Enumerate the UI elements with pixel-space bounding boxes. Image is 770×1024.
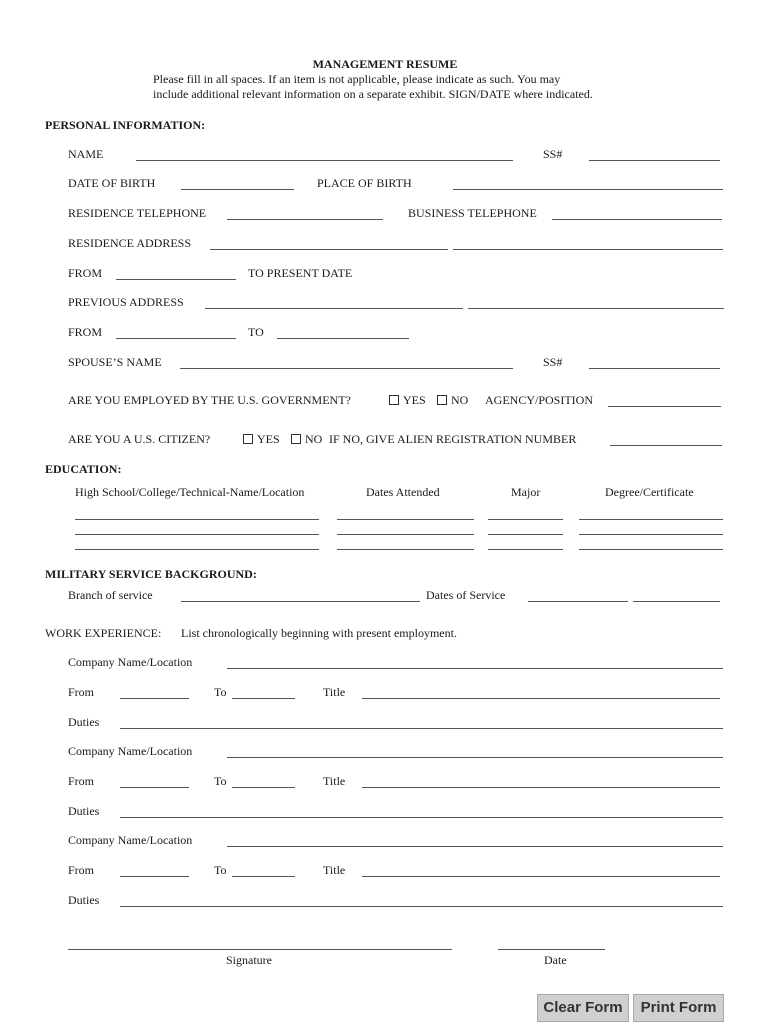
prev-addr-field-1[interactable] (205, 294, 463, 307)
company-label: Company Name/Location (68, 833, 193, 847)
duties-line (120, 906, 723, 907)
job-title-field[interactable] (362, 773, 720, 786)
res-from-field[interactable] (116, 265, 236, 278)
job-to-line (232, 698, 295, 699)
company-line (227, 668, 723, 669)
citizen-question: ARE YOU A U.S. CITIZEN? (68, 432, 211, 446)
branch-line (181, 601, 420, 602)
res-from-label: FROM (68, 266, 103, 280)
service-from-field[interactable] (528, 587, 628, 600)
agency-line (608, 406, 721, 407)
duties-line (120, 817, 723, 818)
res-addr-field-2[interactable] (453, 235, 723, 248)
edu-col-dates: Dates Attended (366, 485, 440, 499)
edu-major-field[interactable] (488, 505, 563, 518)
gov-yes-checkbox[interactable] (389, 395, 399, 405)
company-field[interactable] (227, 743, 723, 756)
job-from-line (120, 698, 189, 699)
edu-dates-field[interactable] (337, 505, 474, 518)
edu-major-field[interactable] (488, 535, 563, 548)
edu-col-major: Major (511, 485, 541, 499)
agency-label: AGENCY/POSITION (485, 393, 593, 407)
citizen-yes-label: YES (257, 432, 280, 446)
prev-to-field[interactable] (277, 324, 409, 337)
spouse-label: SPOUSE’S NAME (68, 355, 162, 369)
prev-from-line (116, 338, 236, 339)
duties-field[interactable] (120, 803, 723, 816)
res-tel-line (227, 219, 383, 220)
job-title-label: Title (323, 774, 346, 788)
page-title: MANAGEMENT RESUME (312, 57, 458, 71)
work-heading: WORK EXPERIENCE: (45, 626, 162, 640)
to-present-label: TO PRESENT DATE (248, 266, 353, 280)
job-to-field[interactable] (232, 773, 295, 786)
job-from-label: From (68, 863, 95, 877)
edu-line (579, 549, 723, 550)
spouse-ss-line (589, 368, 720, 369)
prev-addr-label: PREVIOUS ADDRESS (68, 295, 184, 309)
citizen-no-label: NO (305, 432, 323, 446)
job-title-label: Title (323, 685, 346, 699)
job-from-line (120, 787, 189, 788)
spouse-field[interactable] (180, 354, 513, 367)
pob-field[interactable] (453, 175, 723, 188)
work-instruction: List chronologically beginning with present employment. (181, 626, 457, 640)
edu-col-degree: Degree/Certificate (605, 485, 694, 499)
edu-line (488, 549, 563, 550)
gov-no-option[interactable] (437, 393, 468, 407)
duties-field[interactable] (120, 892, 723, 905)
prev-from-label: FROM (68, 325, 103, 339)
job-to-label: To (214, 685, 227, 699)
date-field[interactable] (498, 935, 605, 948)
pob-line (453, 189, 723, 190)
ss-label: SS# (543, 147, 563, 161)
instructions-line-1: Please fill in all spaces. If an item is not applicable, please indicate as such. You may (153, 72, 561, 86)
gov-question: ARE YOU EMPLOYED BY THE U.S. GOVERNMENT? (68, 393, 351, 407)
service-to-line (633, 601, 720, 602)
ss-field[interactable] (589, 146, 720, 159)
job-to-field[interactable] (232, 862, 295, 875)
job-title-field[interactable] (362, 862, 720, 875)
duties-label: Duties (68, 804, 100, 818)
res-addr-line-1 (210, 249, 448, 250)
dob-line (181, 189, 294, 190)
date-line (498, 949, 605, 950)
duties-label: Duties (68, 715, 100, 729)
signature-field[interactable] (68, 935, 452, 948)
spouse-ss-label: SS# (543, 355, 563, 369)
citizen-yes-checkbox[interactable] (243, 434, 253, 444)
service-dates-label: Dates of Service (426, 588, 506, 602)
duties-field[interactable] (120, 714, 723, 727)
prev-from-field[interactable] (116, 324, 236, 337)
res-tel-label: RESIDENCE TELEPHONE (68, 206, 207, 220)
job-to-label: To (214, 774, 227, 788)
signature-line (68, 949, 452, 950)
date-label: Date (544, 953, 567, 967)
prev-to-label: TO (248, 325, 264, 339)
job-title-line (362, 698, 720, 699)
edu-col-school: High School/College/Technical-Name/Location (75, 485, 305, 499)
job-title-label: Title (323, 863, 346, 877)
military-heading: MILITARY SERVICE BACKGROUND: (45, 567, 257, 581)
res-from-line (116, 279, 236, 280)
job-from-line (120, 876, 189, 877)
edu-degree-field[interactable] (579, 505, 723, 518)
bus-tel-line (552, 219, 722, 220)
company-label: Company Name/Location (68, 744, 193, 758)
name-label: NAME (68, 147, 104, 161)
edu-school-field[interactable] (75, 535, 319, 548)
res-addr-field-1[interactable] (210, 235, 448, 248)
job-title-line (362, 876, 720, 877)
gov-no-label: NO (451, 393, 469, 407)
gov-yes-label: YES (403, 393, 426, 407)
edu-degree-field[interactable] (579, 535, 723, 548)
branch-field[interactable] (181, 587, 420, 600)
edu-school-field[interactable] (75, 505, 319, 518)
company-field[interactable] (227, 654, 723, 667)
prev-addr-line-2 (468, 308, 724, 309)
edu-major-field[interactable] (488, 520, 563, 533)
spouse-line (180, 368, 513, 369)
job-from-label: From (68, 774, 95, 788)
personal-info-heading: PERSONAL INFORMATION: (45, 118, 206, 132)
edu-dates-field[interactable] (337, 520, 474, 533)
duties-label: Duties (68, 893, 100, 907)
edu-line (337, 549, 474, 550)
citizen-no-checkbox[interactable] (291, 434, 301, 444)
citizen-yes-option[interactable] (243, 432, 280, 446)
company-line (227, 846, 723, 847)
pob-label: PLACE OF BIRTH (317, 176, 412, 190)
ss-line (589, 160, 720, 161)
name-line (136, 160, 513, 161)
prev-addr-line-1 (205, 308, 463, 309)
job-from-label: From (68, 685, 95, 699)
job-from-field[interactable] (120, 862, 189, 875)
job-to-field[interactable] (232, 684, 295, 697)
res-addr-line-2 (453, 249, 723, 250)
print-form-button[interactable]: Print Form (633, 994, 724, 1022)
clear-form-button[interactable]: Clear Form (537, 994, 629, 1022)
gov-no-checkbox[interactable] (437, 395, 447, 405)
dob-field[interactable] (181, 175, 294, 188)
edu-dates-field[interactable] (337, 535, 474, 548)
prev-to-line (277, 338, 409, 339)
citizen-no-option[interactable] (291, 432, 322, 446)
job-to-line (232, 876, 295, 877)
name-field[interactable] (136, 146, 513, 159)
job-to-line (232, 787, 295, 788)
job-from-field[interactable] (120, 684, 189, 697)
company-line (227, 757, 723, 758)
bus-tel-label: BUSINESS TELEPHONE (408, 206, 537, 220)
job-title-line (362, 787, 720, 788)
branch-label: Branch of service (68, 588, 153, 602)
edu-degree-field[interactable] (579, 520, 723, 533)
agency-field[interactable] (608, 392, 721, 405)
job-to-label: To (214, 863, 227, 877)
company-label: Company Name/Location (68, 655, 193, 669)
service-from-line (528, 601, 628, 602)
duties-line (120, 728, 723, 729)
dob-label: DATE OF BIRTH (68, 176, 156, 190)
service-to-field[interactable] (633, 587, 720, 600)
gov-yes-option[interactable] (389, 393, 426, 407)
alien-field[interactable] (610, 431, 722, 444)
signature-label: Signature (226, 953, 272, 967)
edu-line (75, 549, 319, 550)
res-tel-field[interactable] (227, 205, 383, 218)
education-heading: EDUCATION: (45, 462, 122, 476)
res-addr-label: RESIDENCE ADDRESS (68, 236, 192, 250)
prev-addr-field-2[interactable] (468, 294, 724, 307)
bus-tel-field[interactable] (552, 205, 722, 218)
spouse-ss-field[interactable] (589, 354, 720, 367)
job-from-field[interactable] (120, 773, 189, 786)
alien-line (610, 445, 722, 446)
instructions-line-2: include additional relevant information on a separate exhibit. SIGN/DATE where indicated. (153, 87, 593, 101)
job-title-field[interactable] (362, 684, 720, 697)
alien-label: IF NO, GIVE ALIEN REGISTRATION NUMBER (329, 432, 577, 446)
company-field[interactable] (227, 832, 723, 845)
edu-school-field[interactable] (75, 520, 319, 533)
